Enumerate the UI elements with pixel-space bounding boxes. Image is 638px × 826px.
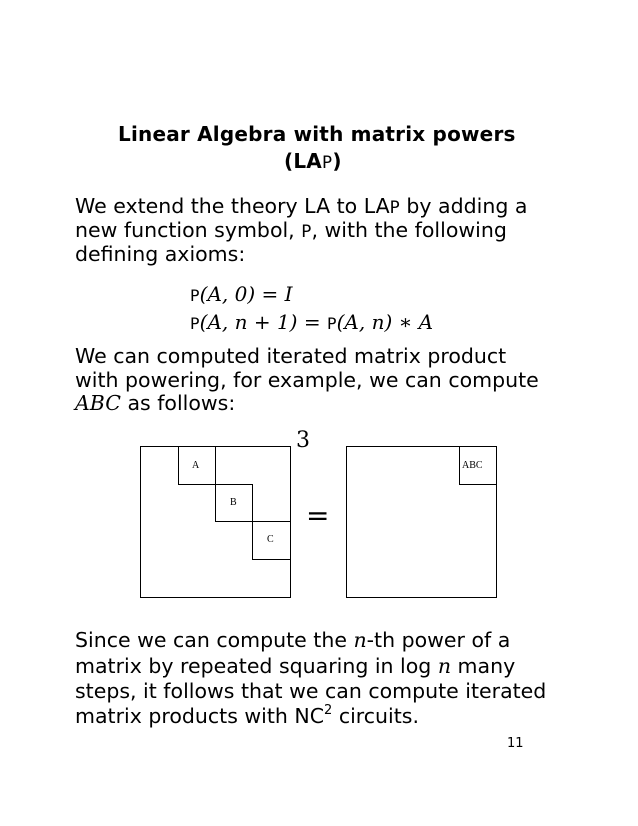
para3-line-3: steps, it follows that we can compute iterated xyxy=(75,679,547,703)
title-line-2 xyxy=(284,149,342,173)
para1-line2-text-b: , with the following xyxy=(311,218,507,242)
para3-line1-a: Since we can compute the xyxy=(75,628,354,652)
para1-p-symbol: P xyxy=(389,198,400,218)
exponent: 3 xyxy=(296,428,310,453)
block-abc-label: ABC xyxy=(462,460,483,471)
title-p-symbol: P xyxy=(321,153,333,173)
axiom-1-p: P xyxy=(190,286,200,305)
para1-line-3: defining axioms: xyxy=(75,242,246,266)
para1-line-1 xyxy=(75,196,527,217)
equals-sign: = xyxy=(306,499,330,532)
para2-line-3 xyxy=(75,393,235,414)
para1-text-a: We extend the theory LA to LA xyxy=(75,194,390,218)
para2-abc-math: ABC xyxy=(75,391,121,415)
para3-line-4 xyxy=(75,703,419,728)
para3-line2-a: matrix by repeated squaring in log xyxy=(75,654,438,678)
axiom-2-p2: P xyxy=(326,314,337,333)
axiom-1 xyxy=(190,282,293,306)
para1-text-b: by adding a xyxy=(399,194,528,218)
para3-line1-b: -th power of a xyxy=(366,628,511,652)
para3-line2-n: n xyxy=(437,654,452,678)
para2-line-1: We can computed iterated matrix product xyxy=(75,344,507,368)
para3-line-1 xyxy=(75,630,510,651)
block-b-label: B xyxy=(230,497,237,508)
para1-line-2 xyxy=(75,220,507,241)
para2-line3-rest: as follows: xyxy=(120,391,236,415)
title-suffix: ) xyxy=(332,149,342,173)
para1-line2-text-a: new function symbol, xyxy=(75,218,302,242)
page-number: 11 xyxy=(507,736,524,751)
axiom-2-p: P xyxy=(190,314,200,333)
block-c-label: C xyxy=(267,534,274,545)
title-line-1: Linear Algebra with matrix powers xyxy=(118,122,516,146)
block-a-label: A xyxy=(192,460,200,471)
para3-line2-b: many xyxy=(451,654,516,678)
axiom-1-rest: (A, 0) = I xyxy=(199,282,293,306)
axiom-2 xyxy=(190,310,433,334)
title-prefix: (LA xyxy=(284,149,322,173)
para3-line1-n: n xyxy=(353,628,367,652)
axiom-2-rest: (A, n) ∗ A xyxy=(336,310,434,334)
para1-line2-p-symbol: P xyxy=(301,222,312,242)
para3-line4-a: matrix products with NC xyxy=(75,704,325,728)
nc-superscript: 2 xyxy=(324,703,333,718)
axiom-2-mid: (A, n + 1) = xyxy=(199,310,327,334)
para3-line-2 xyxy=(75,656,515,677)
para2-line-2: with powering, for example, we can compute xyxy=(75,368,539,392)
para3-line4-b: circuits. xyxy=(332,704,419,728)
